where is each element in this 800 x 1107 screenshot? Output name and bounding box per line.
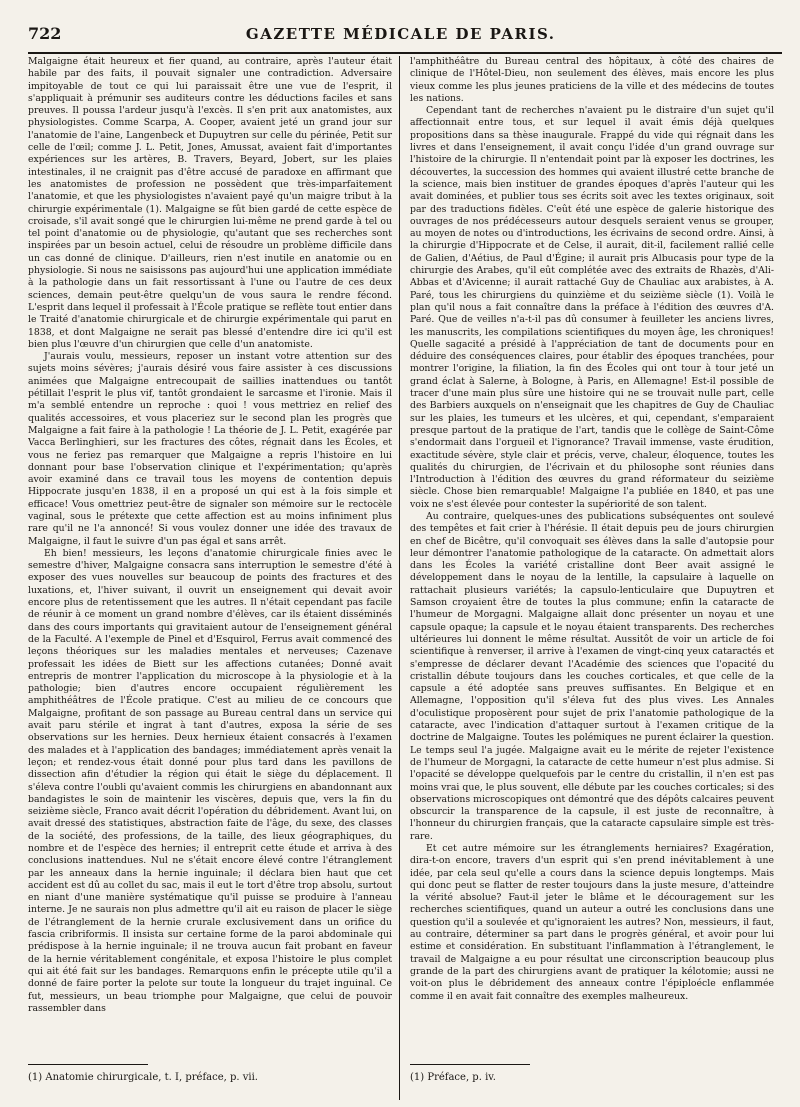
column-divider (399, 56, 400, 1100)
journal-title: GAZETTE MÉDICALE DE PARIS. (245, 25, 556, 43)
paragraph: Eh bien! messieurs, les leçons d'anatomie chirurgicale finies avec le semestre d'hiver, Malgaigne consacra sans interruption le semestre d'été à exposer des vues nouvelles sur beaucoup de points des fractures et des luxations, et, l'hiver suivant, il ouvrit un enseignement qui devait avoir encore plus de retentissement que les autres. Il n'était cependant pas facile de réunir à ce moment un grand nombre d'élèves, car ils étaient disséminés dans des cours importants qui gravitaient autour de l'enseignement général de la Faculté. A l'exemple de Pinel et d'Esquirol, Ferrus avait commencé des leçons théoriques sur les maladies mentales et nerveuses; Cazenave professait les idées de Biett sur les affections cutanées; Donné avait entrepris de montrer l'application du microscope à la physiologie et à la pathologie; bien d'autres encore occupaient régulièrement les amphithéâtres de l'École pratique. C'est au milieu de ce concours que Malgaigne, profitant de son passage au Bureau central dans un service qui avait paru stérile et ingrat à tant d'autres, exposa la série de ses observations sur les hernies. Deux hernieux étaient consacrés à l'examen des malades et à l'application des bandages; immédiatement après venait la leçon; et rendez-vous était donné pour plus tard dans les pavillons de dissection afin d'étudier la région qui était le siège du déplacement. Il s'éleva contre l'oubli qu'avaient commis les chirurgiens en abandonnant aux bandagistes le soin de maintenir les viscères, depuis que, vers la fin du seizième siècle, Franco avait décrit l'opération du débridement. Avant lui, on avait dressé des statistiques, abstraction faite de l'âge, du sexe, des classes de la société, des professions, de la taille, des lieux géographiques, du nombre et de l'espèce des hernies; il entreprit cette étude et arriva à des conclusions inattendues. Nul ne s'était encore élevé contre l'étranglement par les anneaux dans la hernie inguinale; il déclara bien haut que cet accident est dû au collet du sac, mais il eut le tort d'être trop absolu, surtout en niant d'une manière systématique qu'il puisse se produire à l'anneau interne. Je ne saurais non plus admettre qu'il ait eu raison de placer le siège de l'étranglement de la hernie crurale exclusivement dans un orifice du fascia cribriformis. Il insista sur certaine forme de la paroi abdominale qui prédispose à la hernie inguinale; il ne trouva aucun fait probant en faveur de la hernie véritablement congénitale, et exposa l'histoire le plus complet qui ait été fait sur les bandages. Remarquons enfin le précepte utile qu'il a donné de faire porter la pelote sur toute la longueur du trajet inguinal. Ce fut, messieurs, un beau triomphe pour Malgaigne, que celui de pouvoir rassembler dans (28, 547, 392, 1014)
page-number: 722 (28, 24, 62, 43)
paragraph: Malgaigne était heureux et fier quand, au contraire, après l'auteur était habile par des faits, il pouvait signaler une contradiction. Adversaire impitoyable de tout ce qui lui paraissait être une vue de l'esprit, il s'appliquait à prémunir ses auditeurs contre les déductions faciles et sans preuves. Il poussa l'ardeur jusqu'à l'excès. Il s'en prit aux anatomistes, aux physiologistes. Comme Scarpa, A. Cooper, avaient jeté un grand jour sur l'anatomie de l'aine, Langenbeck et Dupuytren sur celle du périnée, Petit sur celle de l'œil; comme J. L. Petit, Jones, Amussat, avaient fait d'importantes expériences sur les artères, B. Travers, Beyard, Jobert, sur les plaies intestinales, il ne craignit pas d'être accusé de paradoxe en affirmant que les anatomistes de profession ne possèdent que très-imparfaitement l'anatomie, et que les physiologistes n'avaient payé qu'un maigre tribut à la chirurgie expérimentale (1). Malgaigne se fût bien gardé de cette espèce de croisade, s'il avait songé que le chirurgien lui-même ne prend garde à tel ou tel point d'anatomie ou de physiologie, qu'autant que ses recherches sont inspirées par un besoin actuel, celui de résoudre un problème difficile dans un cas donné de clinique. D'ailleurs, rien n'est inutile en anatomie ou en physiologie. Si nous ne saisissons pas aujourd'hui une application immédiate à la pathologie dans un fait ressortissant à l'une ou l'autre de ces deux sciences, demain peut-être quelqu'un de vous saura le rendre fécond. L'esprit dans lequel il professait à l'École pratique se reflète tout entier dans le Traité d'anatomie chirurgicale et de chirurgie expérimentale qui parut en 1838, et dont Malgaigne ne serait pas blessé d'entendre dire ici qu'il est bien plus l'œuvre d'un chirurgien que celle d'un anatomiste. (28, 56, 392, 350)
left-column (28, 56, 392, 1066)
paragraph: Cependant tant de recherches n'avaient pu le distraire d'un sujet qu'il affectionnait entre tous, et sur lequel il avait émis déjà quelques propositions dans sa thèse inaugurale. Frappé du vide qui régnait dans les livres et dans l'enseignement, il avait conçu l'idée d'un grand ouvrage sur l'histoire de la chirurgie. Il n'entendait point par là exposer les doctrines, les découvertes, la succession des hommes qui avaient illustré cette branche de la science, mais bien instituer de grandes époques d'après l'auteur qui les avait dominées, et publier tous ses écrits soit avec les textes originaux, soit par des traductions fidèles. C'eût été une espèce de galerie historique des ouvrages de nos prédécesseurs autour desquels seraient venus se grouper, au moyen de notes ou d'introductions, les écrivains de second ordre. Ainsi, à la chirurgie d'Hippocrate et de Celse, il aurait, dit-il, facilement rallié celle de Galien, d'Aétius, de Paul d'Égine; il aurait pris Albucasis pour type de la chirurgie des Arabes, qu'il eût complétée avec des extraits de Rhazès, d'Ali-Abbas et d'Avicenne; il aurait rattaché Guy de Chauliac aux arabistes, à A. Paré, tous les chirurgiens du quinzième et du seizième siècle (1). Voilà le plan qu'il nous a fait connaître dans la préface à l'édition des œuvres d'A. Paré. Que de veilles n'a-t-il pas dû consumer à feuilleter les anciens livres, les manuscrits, les compilations scientifiques du moyen âge, les chroniques! Quelle sagacité a présidé à l'appréciation de tant de documents pour en déduire des conséquences claires, pour établir des époques tranchées, pour montrer l'origine, la filiation, la fin des Écoles qui ont tour à tour jeté un grand éclat à Salerne, à Bologne, à Paris, en Allemagne! Est-il possible de tracer d'une main plus sûre une histoire qui ne se trouvait nulle part, celle des Barbiers auxquels on n'enseignait que les chapitres de Guy de Chauliac sur les plaies, les tumeurs et les ulcères, et qui, cependant, s'emparaient presque partout de la pratique de l'art, tandis que le collège de Saint-Côme s'endormait dans l'orgueil et l'ignorance? Travail immense, vaste érudition, exactitude sévère, style clair et précis, verve, chaleur, éloquence, toutes les qualités du chirurgien, de l'écrivain et du philosophe sont réunies dans l'Introduction à l'édition des œuvres du grand réformateur du seizième siècle. Chose bien remarquable! Malgaigne l'a publiée en 1840, et pas une voix ne s'est élevée pour contester la supériorité de son talent. (410, 105, 774, 510)
right-column (410, 56, 774, 1066)
footnote-rule (410, 1064, 530, 1065)
paragraph: l'amphithéâtre du Bureau central des hôpitaux, à côté des chaires de clinique de l'Hôtel-Dieu, non seulement des élèves, mais encore les plus vieux comme les plus jeunes praticiens de la ville et des médecins de toutes les nations. (410, 56, 774, 104)
footnote-rule (28, 1064, 148, 1065)
footnote-left: (1) Anatomie chirurgicale, t. I, préface, p. vii. (28, 1072, 258, 1083)
page-header (28, 24, 780, 46)
footnote-right: (1) Préface, p. iv. (410, 1072, 496, 1083)
paragraph: J'aurais voulu, messieurs, reposer un instant votre attention sur des sujets moins sévères; j'aurais désiré vous faire assister à ces discussions animées que Malgaigne entrecoupait de saillies inattendues ou tantôt pétillait l'esprit le plus vif, tantôt grondaient le sarcasme et l'ironie. Mais il m'a semblé entendre un reproche : quoi ! vous mettriez en relief des qualités accessoires, et vous placeriez sur le second plan les progrès que Malgaigne a fait faire à la pathologie ! La théorie de J. L. Petit, exagérée par Vacca Berlinghieri, sur les fractures des côtes, régnait dans les Écoles, et vous ne feriez pas remarquer que Malgaigne a repris l'histoire en lui donnant pour base l'observation clinique et l'expérimentation; qu'après avoir examiné dans ce travail tous les moyens de contention depuis Hippocrate jusqu'en 1838, il en a proposé un qui est à la fois simple et efficace! Vous omettriez peut-être de signaler son mémoire sur le rectocèle vaginal, sous le prétexte que cette affection est au moins infiniment plus rare qu'il ne l'a annoncé! Si vous voulez donner une idée des travaux de Malgaigne, il faut le suivre d'un pas égal et sans arrêt. (28, 351, 392, 547)
paragraph: Et cet autre mémoire sur les étranglements herniaires? Exagération, dira-t-on encore, travers d'un esprit qui s'en prend inévitablement à une idée, par cela seul qu'elle a cours dans la science depuis longtemps. Mais qui donc peut se flatter de rester toujours dans la juste mesure, d'atteindre la vérité absolue? Faut-il jeter le blâme et le découragement sur les recherches scientifiques, quand un auteur a outré les conclusions dans une question qu'il a soulevée et qu'ignoraient les autres? Non, messieurs, il faut, au contraire, déterminer sa part dans le progrès général, et avoir pour lui estime et considération. En substituant l'inflammation à l'étranglement, le travail de Malgaigne a eu pour résultat une circonscription beaucoup plus grande de la part des chirurgiens avant de pratiquer la kélotomie; aussi ne voit-on plus le débridement des anneaux contre l'épiploécle enflammée comme il en avait fait connaître des exemples malheureux. (410, 843, 774, 1002)
header-rule (28, 52, 782, 54)
paragraph: Au contraire, quelques-unes des publications subséquentes ont soulevé des tempêtes et fait crier à l'hérésie. Il était depuis peu de jours chirurgien en chef de Bicêtre, qu'il convoquait ses élèves dans la salle d'autopsie pour leur démontrer l'anatomie pathologique de la cataracte. On admettait alors dans les Écoles la variété cristalline dont Beer avait assigné le développement dans le noyau de la lentille, la capsulaire à laquelle on rattachait plusieurs variétés; la capsulo-lenticulaire que Dupuytren et Samson croyaient être de toutes la plus commune; enfin la cataracte de l'humeur de Morgagni. Malgaigne allait donc présenter un noyau et une capsule opaque; la capsule et le noyau étaient transparents. Des recherches ultérieures lui donnent le même résultat. Aussitôt de voir un article de foi scientifique à renverser, il arrive à l'examen de vingt-cinq yeux cataractés et s'empresse de déclarer devant l'Académie des sciences que l'opacité du cristallin débute toujours dans les couches corticales, et que celle de la capsule a été adoptée sans preuves suffisantes. En Belgique et en Allemagne, l'opposition qu'il s'éleva fut des plus vives. Les Annales d'oculistique proposèrent pour sujet de prix l'anatomie pathologique de la cataracte, avec l'indication d'attaquer surtout à l'examen critique de la doctrine de Malgaigne. Toutes les polémiques ne purent éclairer la question. Le temps seul l'a jugée. Malgaigne avait eu le mérite de rejeter l'existence de l'humeur de Morgagni, la cataracte de cette humeur n'est plus admise. Si l'opacité se développe quelquefois par le centre du cristallin, il n'en est pas moins vrai que, le plus souvent, elle débute par les couches corticales; si des observations microscopiques ont démontré que des dépôts calcaires peuvent obscurcir la transparence de la capsule, il est juste de reconnaître, à l'honneur du chirurgien français, que la cataracte capsulaire simple est très-rare. (410, 510, 774, 842)
